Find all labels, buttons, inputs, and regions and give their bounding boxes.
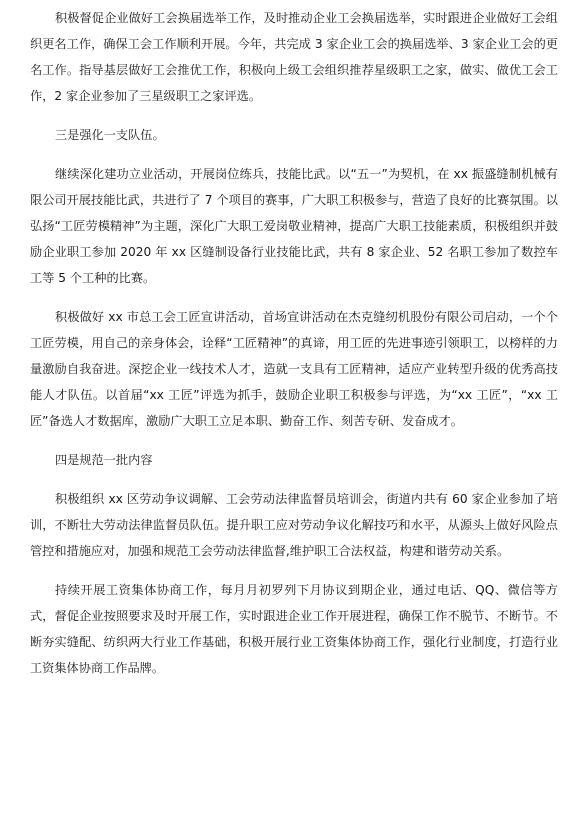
paragraph-gap (30, 109, 558, 122)
paragraph-gap (30, 434, 558, 447)
document-page (30, 5, 558, 681)
paragraph-union-election: 积极督促企业做好工会换届选举工作，及时推动企业工会换届选举，实时跟进企业做好工会组织更名工作，确保工会工作顺利开展。今年，共完成 3 家企业工会的换届选举、3 家企业工会的更名工作。指导基层做好工会推优工作，积极向上级工会组织推荐星级职工之家，做实、做优工会工作，2 家企业参加了三星级职工之家评选。 (30, 11, 558, 103)
paragraph-skills-competition: 继续深化建功立业活动，开展岗位练兵，技能比武。以“五一”为契机，在 xx 振盛缝制机械有限公司开展技能比武，共进行了 7 个项目的赛事，广大职工积极参与，营造了良好的比赛氛围。以弘扬“工匠劳模精神”为主题，深化广大职工爱岗敬业精神，提高广大职工技能素质，积极组织并鼓励企业职工参加 2020 年 xx 区缝制设备行业技能比武，共有 8 家企业、52 名职工参加了数控车工等 5 个工种的比赛。 (30, 167, 558, 285)
paragraph-craftsman-lecture: 积极做好 xx 市总工会工匠宣讲活动，首场宣讲活动在杰克缝纫机股份有限公司启动，一个个工匠劳模，用自己的亲身体会，诠释“工匠精神”的真谛，用工匠的先进事迹引领职工，以榜样的力量激励自我奋进。深挖企业一线技术人才，造就一支具有工匠精神，适应产业转型升级的优秀高技能人才队伍。以首届“xx 工匠”评选为抓手，鼓励企业职工积极参与评选，为“xx 工匠”，“xx 工匠”备选人才数据库，激励广大职工立足本职、勤奋工作、刻苦专研、发奋成才。 (30, 310, 558, 428)
section-heading-content: 四是规范一批内容 (55, 453, 153, 467)
paragraph-labor-law-training: 积极组织 xx 区劳动争议调解、工会劳动法律监督员培训会，街道内共有 60 家企业参加了培训，不断壮大劳动法律监督员队伍。提升职工应对劳动争议化解技巧和水平，从源头上做好风险点管控和措施应对，加强和规范工会劳动法律监督,维护职工合法权益，构建和谐劳动关系。 (30, 492, 558, 558)
paragraph-wage-negotiation: 持续开展工资集体协商工作，每月月初罗列下月协议到期企业，通过电话、QQ、微信等方式，督促企业按照要求及时开展工作，实时跟进企业工作开展进程，确保工作不脱节、不断节。不断夯实缝配、纺织两大行业工作基础，积极开展行业工资集体协商工作，强化行业制度，打造行业工资集体协商工作品牌。 (30, 583, 558, 675)
paragraph-gap (30, 473, 558, 486)
section-heading-team: 三是强化一支队伍。 (55, 128, 165, 142)
paragraph-gap (30, 148, 558, 161)
paragraph-gap (30, 564, 558, 577)
paragraph-gap (30, 291, 558, 304)
